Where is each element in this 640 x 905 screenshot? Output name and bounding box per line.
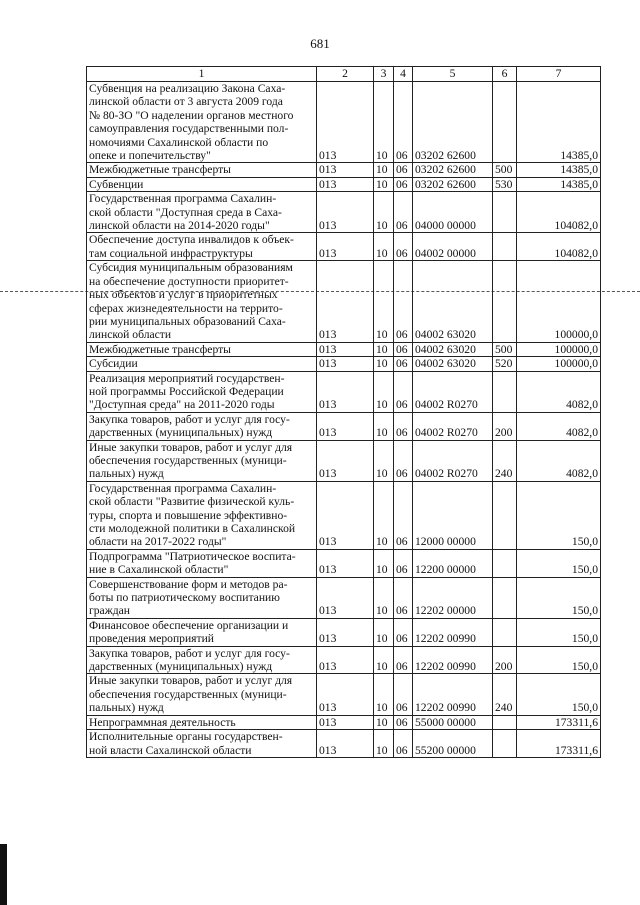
cell-target-article: 12202 00990 xyxy=(413,674,493,715)
cell-subsection: 06 xyxy=(394,646,413,674)
cell-amount: 14385,0 xyxy=(517,82,601,163)
column-header-2: 2 xyxy=(317,67,374,82)
cell-target-article: 55000 00000 xyxy=(413,715,493,729)
cell-ministry-code: 013 xyxy=(317,233,374,261)
cell-section: 10 xyxy=(374,371,394,412)
cell-subsection: 06 xyxy=(394,412,413,440)
cell-expense-type xyxy=(493,549,517,577)
cell-expense-type: 520 xyxy=(493,357,517,371)
cell-expense-type xyxy=(493,192,517,233)
cell-amount: 4082,0 xyxy=(517,440,601,481)
cell-subsection: 06 xyxy=(394,82,413,163)
item-name-line: Государственная программа Сахалин- xyxy=(89,192,277,206)
cell-item-name xyxy=(87,342,317,356)
cell-amount: 100000,0 xyxy=(517,357,601,371)
cell-expense-type: 500 xyxy=(493,163,517,177)
column-header-6: 6 xyxy=(493,67,517,82)
cell-item-name xyxy=(87,261,317,342)
item-name-line: Межбюджетные трансферты xyxy=(89,163,231,177)
item-name-line: ской области "Развитие физической куль- xyxy=(89,495,295,509)
cell-ministry-code: 013 xyxy=(317,646,374,674)
cell-item-name xyxy=(87,177,317,191)
cell-amount: 100000,0 xyxy=(517,342,601,356)
cell-section: 10 xyxy=(374,233,394,261)
page-number: 681 xyxy=(310,36,330,51)
table-header xyxy=(87,67,601,82)
cell-amount: 150,0 xyxy=(517,674,601,715)
cell-item-name xyxy=(87,549,317,577)
cell-subsection: 06 xyxy=(394,357,413,371)
cell-ministry-code: 013 xyxy=(317,481,374,549)
item-name-line: пальных) нужд xyxy=(89,467,164,481)
item-name-line: сти молодежной политики в Сахалинской xyxy=(89,522,296,535)
table-row xyxy=(87,674,601,715)
table-row xyxy=(87,342,601,356)
cell-section: 10 xyxy=(374,357,394,371)
cell-expense-type xyxy=(493,82,517,163)
item-name-line: боты по патриотическому воспитанию xyxy=(89,591,280,605)
item-name-line: Субвенция на реализацию Закона Саха- xyxy=(89,82,286,95)
item-name-line: области на 2017-2022 годы" xyxy=(89,535,227,549)
cell-item-name xyxy=(87,674,317,715)
cell-target-article: 04002 63020 xyxy=(413,342,493,356)
cell-item-name xyxy=(87,357,317,371)
cell-section: 10 xyxy=(374,618,394,646)
cell-target-article: 03202 62600 xyxy=(413,177,493,191)
table-row xyxy=(87,177,601,191)
cell-target-article: 04002 R0270 xyxy=(413,440,493,481)
cell-ministry-code: 013 xyxy=(317,357,374,371)
item-name-line: ние в Сахалинской области" xyxy=(89,563,229,577)
cell-target-article: 03202 62600 xyxy=(413,82,493,163)
item-name-line: Обеспечение доступа инвалидов к объек- xyxy=(89,233,294,247)
item-name-line: дарственных (муниципальных) нужд xyxy=(89,660,273,674)
table-row xyxy=(87,82,601,163)
cell-subsection: 06 xyxy=(394,715,413,729)
cell-amount: 173311,6 xyxy=(517,715,601,729)
cell-subsection: 06 xyxy=(394,177,413,191)
budget-table xyxy=(86,66,601,758)
item-name-line: Подпрограмма "Патриотическое воспита- xyxy=(89,549,296,563)
cell-section: 10 xyxy=(374,412,394,440)
cell-ministry-code: 013 xyxy=(317,192,374,233)
item-name-line: пальных) нужд xyxy=(89,701,164,715)
cell-section: 10 xyxy=(374,342,394,356)
cell-section: 10 xyxy=(374,730,394,758)
cell-subsection: 06 xyxy=(394,192,413,233)
cell-expense-type: 500 xyxy=(493,342,517,356)
cell-expense-type: 240 xyxy=(493,440,517,481)
cell-item-name xyxy=(87,82,317,163)
table-row xyxy=(87,192,601,233)
cell-item-name xyxy=(87,646,317,674)
cell-item-name xyxy=(87,233,317,261)
cell-item-name xyxy=(87,440,317,481)
cell-amount: 150,0 xyxy=(517,646,601,674)
cell-item-name xyxy=(87,715,317,729)
cell-target-article: 04002 63020 xyxy=(413,261,493,342)
table-row xyxy=(87,618,601,646)
cell-ministry-code: 013 xyxy=(317,674,374,715)
cell-amount: 150,0 xyxy=(517,577,601,618)
table-row xyxy=(87,371,601,412)
column-header-3: 3 xyxy=(374,67,394,82)
item-name-line: обеспечения государственных (муници- xyxy=(89,687,287,701)
cell-subsection: 06 xyxy=(394,674,413,715)
table-row xyxy=(87,730,601,758)
cell-section: 10 xyxy=(374,82,394,163)
item-name-line: "Доступная среда" на 2011-2020 годы xyxy=(89,398,275,412)
cell-item-name xyxy=(87,577,317,618)
cell-item-name xyxy=(87,618,317,646)
table-row xyxy=(87,412,601,440)
column-header-4: 4 xyxy=(394,67,413,82)
item-name-line: на обеспечение доступности приоритет- xyxy=(89,274,289,288)
item-name-line: ной программы Российской Федерации xyxy=(89,384,284,398)
header-row xyxy=(87,67,601,82)
cell-ministry-code: 013 xyxy=(317,730,374,758)
cell-item-name xyxy=(87,412,317,440)
cell-amount: 150,0 xyxy=(517,618,601,646)
item-name-line: самоуправления государственными пол- xyxy=(89,122,289,136)
item-name-line: ской области "Доступная среда в Саха- xyxy=(89,205,282,219)
column-header-1: 1 xyxy=(87,67,317,82)
item-name-line: туры, спорта и повышение эффективно- xyxy=(89,508,288,522)
cell-ministry-code: 013 xyxy=(317,163,374,177)
item-name-line: № 80-ЗО "О наделении органов местного xyxy=(89,108,294,122)
cell-subsection: 06 xyxy=(394,549,413,577)
item-name-line: там социальной инфраструктуры xyxy=(89,246,253,260)
item-name-line: линской области от 3 августа 2009 года xyxy=(89,95,283,109)
table-row xyxy=(87,233,601,261)
table-row xyxy=(87,261,601,342)
item-name-line: линской области на 2014-2020 годы" xyxy=(89,219,270,233)
cell-subsection: 06 xyxy=(394,481,413,549)
cell-ministry-code: 013 xyxy=(317,342,374,356)
cell-amount: 14385,0 xyxy=(517,177,601,191)
cell-ministry-code: 013 xyxy=(317,371,374,412)
item-name-line: рии муниципальных образований Саха- xyxy=(89,314,286,328)
table-row xyxy=(87,357,601,371)
cell-target-article: 12202 00990 xyxy=(413,646,493,674)
cell-section: 10 xyxy=(374,674,394,715)
cell-target-article: 12200 00000 xyxy=(413,549,493,577)
cell-ministry-code: 013 xyxy=(317,82,374,163)
item-name-line: Субвенции xyxy=(89,177,144,191)
cell-section: 10 xyxy=(374,481,394,549)
cell-target-article: 12000 00000 xyxy=(413,481,493,549)
cell-ministry-code: 013 xyxy=(317,715,374,729)
cell-expense-type: 240 xyxy=(493,674,517,715)
item-name-line: Иные закупки товаров, работ и услуг для xyxy=(89,440,293,454)
table-row xyxy=(87,577,601,618)
item-name-line: Межбюджетные трансферты xyxy=(89,342,231,356)
cell-section: 10 xyxy=(374,440,394,481)
cell-subsection: 06 xyxy=(394,163,413,177)
cell-subsection: 06 xyxy=(394,440,413,481)
column-header-7: 7 xyxy=(517,67,601,82)
cell-subsection: 06 xyxy=(394,371,413,412)
cell-target-article: 04002 R0270 xyxy=(413,412,493,440)
cell-expense-type xyxy=(493,730,517,758)
table-row xyxy=(87,163,601,177)
column-header-5: 5 xyxy=(413,67,493,82)
item-name-line: Закупка товаров, работ и услуг для госу- xyxy=(89,646,290,660)
cell-item-name xyxy=(87,163,317,177)
cell-amount: 100000,0 xyxy=(517,261,601,342)
cell-amount: 104082,0 xyxy=(517,192,601,233)
item-name-line: обеспечения государственных (муници- xyxy=(89,453,287,467)
item-name-line: Реализация мероприятий государствен- xyxy=(89,371,285,385)
scan-edge-mark xyxy=(0,844,7,905)
cell-expense-type xyxy=(493,261,517,342)
cell-ministry-code: 013 xyxy=(317,618,374,646)
item-name-line: Финансовое обеспечение организации и xyxy=(89,618,289,632)
cell-ministry-code: 013 xyxy=(317,440,374,481)
cell-item-name xyxy=(87,730,317,758)
cell-section: 10 xyxy=(374,646,394,674)
item-name-line: дарственных (муниципальных) нужд xyxy=(89,426,273,440)
cell-amount: 104082,0 xyxy=(517,233,601,261)
cell-amount: 4082,0 xyxy=(517,371,601,412)
cell-expense-type xyxy=(493,371,517,412)
cell-ministry-code: 013 xyxy=(317,549,374,577)
item-name-line: граждан xyxy=(89,604,130,618)
item-name-line: Субсидия муниципальным образованиям xyxy=(89,261,293,275)
cell-expense-type xyxy=(493,715,517,729)
cell-section: 10 xyxy=(374,261,394,342)
cell-expense-type xyxy=(493,481,517,549)
cell-subsection: 06 xyxy=(394,233,413,261)
cell-section: 10 xyxy=(374,549,394,577)
cell-expense-type: 530 xyxy=(493,177,517,191)
cell-target-article: 04002 63020 xyxy=(413,357,493,371)
cell-amount: 150,0 xyxy=(517,549,601,577)
cell-section: 10 xyxy=(374,177,394,191)
item-name-line: проведения мероприятий xyxy=(89,632,214,646)
cell-ministry-code: 013 xyxy=(317,577,374,618)
table-row xyxy=(87,549,601,577)
item-name-line: линской области xyxy=(89,328,172,342)
item-name-line: Исполнительные органы государствен- xyxy=(89,730,283,744)
table-row xyxy=(87,646,601,674)
item-name-line: ных объектов и услуг в приоритетных xyxy=(89,288,278,302)
cell-ministry-code: 013 xyxy=(317,412,374,440)
cell-target-article: 12202 00990 xyxy=(413,618,493,646)
cell-target-article: 03202 62600 xyxy=(413,163,493,177)
cell-subsection: 06 xyxy=(394,577,413,618)
cell-section: 10 xyxy=(374,577,394,618)
cell-amount: 150,0 xyxy=(517,481,601,549)
cell-expense-type xyxy=(493,618,517,646)
cell-target-article: 12202 00000 xyxy=(413,577,493,618)
item-name-line: Субсидии xyxy=(89,357,138,371)
item-name-line: номочиями Сахалинской области по xyxy=(89,135,269,149)
table-row xyxy=(87,440,601,481)
cell-expense-type: 200 xyxy=(493,646,517,674)
item-name-line: Закупка товаров, работ и услуг для госу- xyxy=(89,412,290,426)
cell-item-name xyxy=(87,481,317,549)
item-name-line: опеке и попечительству" xyxy=(89,149,211,163)
cell-subsection: 06 xyxy=(394,618,413,646)
cell-item-name xyxy=(87,192,317,233)
cell-section: 10 xyxy=(374,163,394,177)
item-name-line: Государственная программа Сахалин- xyxy=(89,481,277,495)
cell-ministry-code: 013 xyxy=(317,261,374,342)
cell-section: 10 xyxy=(374,192,394,233)
item-name-line: Непрограммная деятельность xyxy=(89,715,236,729)
cell-section: 10 xyxy=(374,715,394,729)
table-row xyxy=(87,481,601,549)
cell-amount: 173311,6 xyxy=(517,730,601,758)
cell-item-name xyxy=(87,371,317,412)
item-name-line: сферах жизнедеятельности на террито- xyxy=(89,301,283,315)
cell-target-article: 04000 00000 xyxy=(413,192,493,233)
table-body xyxy=(87,82,601,758)
cell-expense-type xyxy=(493,233,517,261)
cell-target-article: 04002 00000 xyxy=(413,233,493,261)
item-name-line: Иные закупки товаров, работ и услуг для xyxy=(89,674,293,688)
cell-expense-type xyxy=(493,577,517,618)
cell-ministry-code: 013 xyxy=(317,177,374,191)
cell-target-article: 55200 00000 xyxy=(413,730,493,758)
table-row xyxy=(87,715,601,729)
cell-amount: 14385,0 xyxy=(517,163,601,177)
cell-subsection: 06 xyxy=(394,730,413,758)
cell-expense-type: 200 xyxy=(493,412,517,440)
item-name-line: Совершенствование форм и методов ра- xyxy=(89,577,288,591)
cell-amount: 4082,0 xyxy=(517,412,601,440)
cell-target-article: 04002 R0270 xyxy=(413,371,493,412)
item-name-line: ной власти Сахалинской области xyxy=(89,743,252,757)
cell-subsection: 06 xyxy=(394,342,413,356)
cell-subsection: 06 xyxy=(394,261,413,342)
